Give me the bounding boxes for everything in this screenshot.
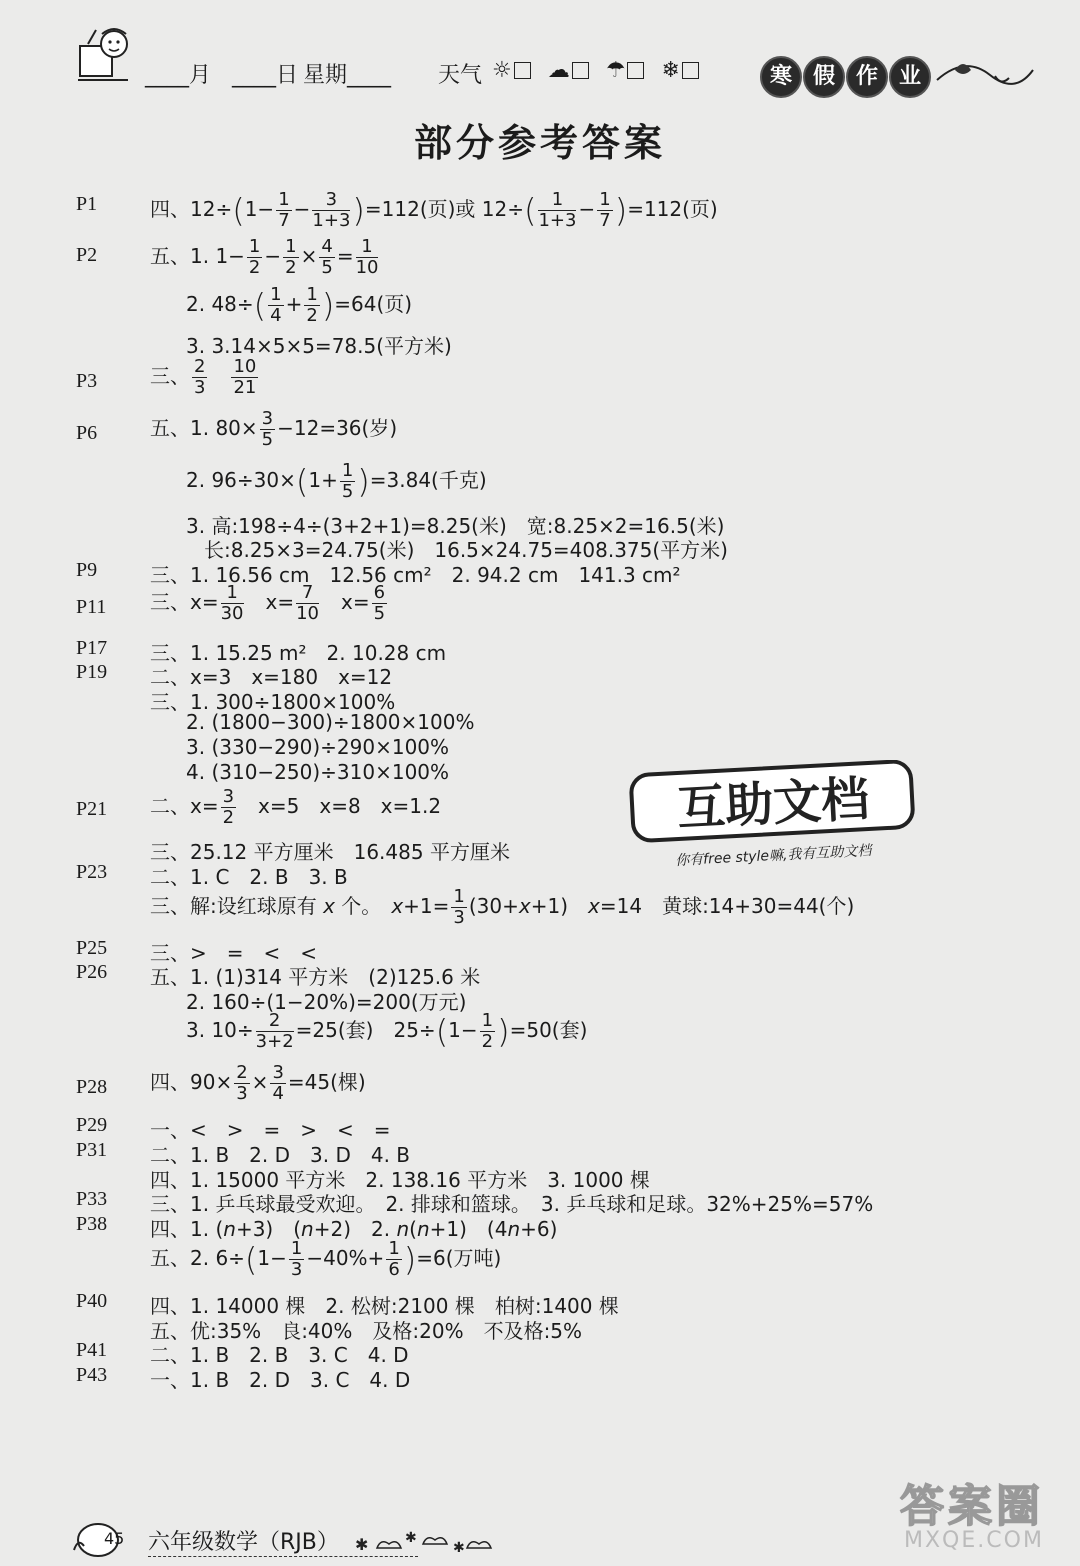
page-ref: P23	[76, 861, 108, 883]
answer-row	[0, 1213, 1000, 1243]
answer-line: 三、1. 乒乓球最受欢迎。 2. 排球和篮球。 3. 乒乓球和足球。32%+25%=57%	[150, 1192, 874, 1216]
answer-row	[0, 1238, 1000, 1280]
answer-line: 3. 3.14×5×5=78.5(平方米)	[186, 334, 452, 358]
answer-row	[0, 1062, 1000, 1104]
answer-row	[0, 356, 1000, 398]
answer-line: 二、x=3 x=180 x=12	[150, 665, 393, 689]
page-ref: P2	[76, 244, 98, 266]
page-ref: P43	[76, 1364, 108, 1386]
footer-subject: 六年级数学（RJB）	[148, 1530, 339, 1555]
page-footer	[70, 1520, 530, 1560]
badge-char: 业	[889, 56, 931, 98]
answer-line: 四、90× $\frac{2}{3}$ × $\frac{3}{4}$ =45(棵)	[150, 1062, 366, 1104]
answer-line: 长:8.25×3=24.75(米) 16.5×24.75=408.375(平方米)	[204, 538, 728, 562]
answer-line: 四、1. 14000 棵 2. 松树:2100 棵 柏树:1400 棵	[150, 1294, 619, 1318]
page-ref: P31	[76, 1139, 108, 1161]
badge-char: 假	[803, 56, 845, 98]
sunny-icon: ☼	[492, 58, 512, 83]
rain-icon: ☂	[605, 58, 626, 83]
answer-line: 一、< > = > < =	[150, 1118, 391, 1142]
page-header	[0, 20, 1080, 100]
date-day: ____日	[232, 63, 299, 88]
answer-line: 3. 10÷ $\frac{2}{3+2}$ =25(套) 25÷(1− $\frac{1}{2}$ )=50(套)	[186, 1010, 588, 1052]
answer-line: 2. 160÷(1−20%)=200(万元)	[186, 990, 467, 1014]
answer-line: 三、1. 15.25 m² 2. 10.28 cm	[150, 641, 447, 665]
answer-line: 四、1. (n+3) (n+2) 2. n(n+1) (4n+6)	[150, 1217, 558, 1241]
page-ref: P40	[76, 1290, 108, 1312]
answer-line: 4. (310−250)÷310×100%	[186, 760, 450, 784]
date-weekday: 星期____	[303, 63, 392, 88]
answer-line: 一、1. B 2. D 3. C 4. D	[150, 1368, 411, 1392]
page-ref: P1	[76, 193, 98, 215]
rain-checkbox[interactable]	[627, 62, 644, 79]
page-ref: P29	[76, 1114, 108, 1136]
date-month: ____月	[145, 63, 212, 88]
answer-line: 二、1. C 2. B 3. B	[150, 865, 348, 889]
page-ref: P21	[76, 798, 108, 820]
answer-line: 五、1. 1− $\frac{1}{2}$ − $\frac{1}{2}$ × $\frac{4}{5}$ = $\frac{1}{10}$	[150, 236, 379, 278]
svg-text:✱: ✱	[405, 1530, 417, 1546]
weather-label: 天气	[438, 63, 483, 88]
page-title: 部分参考答案	[413, 121, 666, 165]
page-ref: P3	[76, 370, 98, 392]
watermark	[900, 1470, 1070, 1560]
answer-row	[0, 582, 1000, 624]
answer-line: 三、25.12 平方厘米 16.485 平方厘米	[150, 840, 510, 864]
answer-line: 五、1. 80× $\frac{3}{5}$ −12=36(岁)	[150, 408, 398, 450]
answer-line: 三、1. 300÷1800×100%	[150, 690, 396, 714]
answer-line: 3. (330−290)÷290×100%	[186, 735, 450, 759]
snow-icon: ❄	[661, 58, 680, 83]
answer-line: 二、1. B 2. D 3. D 4. B	[150, 1143, 410, 1167]
page-ref: P28	[76, 1076, 108, 1098]
answer-line: 五、1. (1)314 平方米 (2)125.6 米	[150, 965, 481, 989]
answer-line: 三、解:设红球原有 x 个。 x+1= $\frac{1}{3}$ (30+x+1) x=14 黄球:14+30=44(个)	[150, 886, 855, 928]
answer-line: 2. (1800−300)÷1800×100%	[186, 710, 475, 734]
answer-line: 三、1. 16.56 cm 12.56 cm² 2. 94.2 cm 141.3 cm²	[150, 563, 681, 587]
watermark-url: MXQE.COM	[904, 1528, 1044, 1553]
sunny-checkbox[interactable]	[514, 62, 531, 79]
page-ref: P41	[76, 1339, 108, 1361]
answer-line: 三、x= $\frac{1}{30}$ x= $\frac{7}{10}$ x= $\frac{6}{5}$	[150, 582, 386, 624]
answer-line: 四、1. 15000 平方米 2. 138.16 平方米 3. 1000 棵	[150, 1168, 650, 1192]
page-ref: P9	[76, 559, 98, 581]
answer-line: 五、2. 6÷(1− $\frac{1}{3}$ −40%+ $\frac{1}{6}$ )=6(万吨)	[150, 1238, 502, 1280]
cloudy-icon: ☁	[547, 58, 570, 83]
answer-line: 2. 96÷30×(1+ $\frac{1}{5}$ )=3.84(千克)	[186, 460, 487, 502]
answer-line: 二、1. B 2. B 3. C 4. D	[150, 1343, 409, 1367]
page-ref: P19	[76, 661, 108, 683]
page-ref: P26	[76, 961, 108, 983]
stamp-logo	[628, 760, 918, 870]
cartoon-kid-icon	[74, 24, 136, 86]
answer-line: 三、> = < <	[150, 941, 318, 965]
page-number: 45	[104, 1529, 125, 1548]
answer-row	[0, 236, 1000, 278]
page-ref: P11	[76, 596, 107, 618]
watermark-main: 答案圈	[900, 1481, 1044, 1532]
answer-line: 2. 48÷( $\frac{1}{4}$ + $\frac{1}{2}$ )=64(页)	[186, 284, 413, 326]
answer-line: 四、12÷(1− $\frac{1}{7}$ − $\frac{3}{1+3}$ )=112(页)或 12÷( $\frac{1}{1+3}$ − $\frac{1}{7}$ )=112(页)	[150, 189, 718, 231]
badge-char: 作	[846, 56, 888, 98]
answer-row	[0, 284, 1000, 326]
weather-options	[492, 58, 699, 83]
answer-row	[0, 185, 1000, 231]
page-ref: P38	[76, 1213, 108, 1235]
svg-text:✱: ✱	[355, 1535, 369, 1554]
stars-clouds-decoration-icon	[355, 1528, 505, 1558]
answer-row	[0, 460, 1000, 502]
answer-row	[0, 408, 1000, 450]
svg-text:✱: ✱	[453, 1540, 465, 1556]
page-ref: P25	[76, 937, 108, 959]
answer-row	[0, 1010, 1000, 1052]
page-ref: P33	[76, 1188, 108, 1210]
answer-line: 3. 高:198÷4÷(3+2+1)=8.25(米) 宽:8.25×2=16.5(米)	[186, 514, 725, 538]
answer-line: 五、优:35% 良:40% 及格:20% 不及格:5%	[150, 1319, 583, 1343]
page-ref: P17	[76, 637, 108, 659]
answer-row	[0, 1364, 1000, 1394]
snow-checkbox[interactable]	[682, 62, 699, 79]
stamp-sub-text: 你有free style嘛,我有互助文档	[674, 842, 872, 870]
cloudy-checkbox[interactable]	[572, 62, 589, 79]
stamp-graphic	[628, 760, 918, 870]
answer-row	[0, 886, 1000, 928]
stamp-main-text: 互助文档	[675, 771, 871, 837]
page-ref: P6	[76, 422, 98, 444]
vine-decoration-icon	[935, 50, 1035, 100]
answer-line: 二、x= $\frac{3}{2}$ x=5 x=8 x=1.2	[150, 786, 442, 828]
answer-line: 三、 $\frac{2}{3}$ $\frac{10}{21}$	[150, 356, 257, 398]
badge-char: 寒	[760, 56, 802, 98]
answer-row	[0, 330, 1000, 360]
